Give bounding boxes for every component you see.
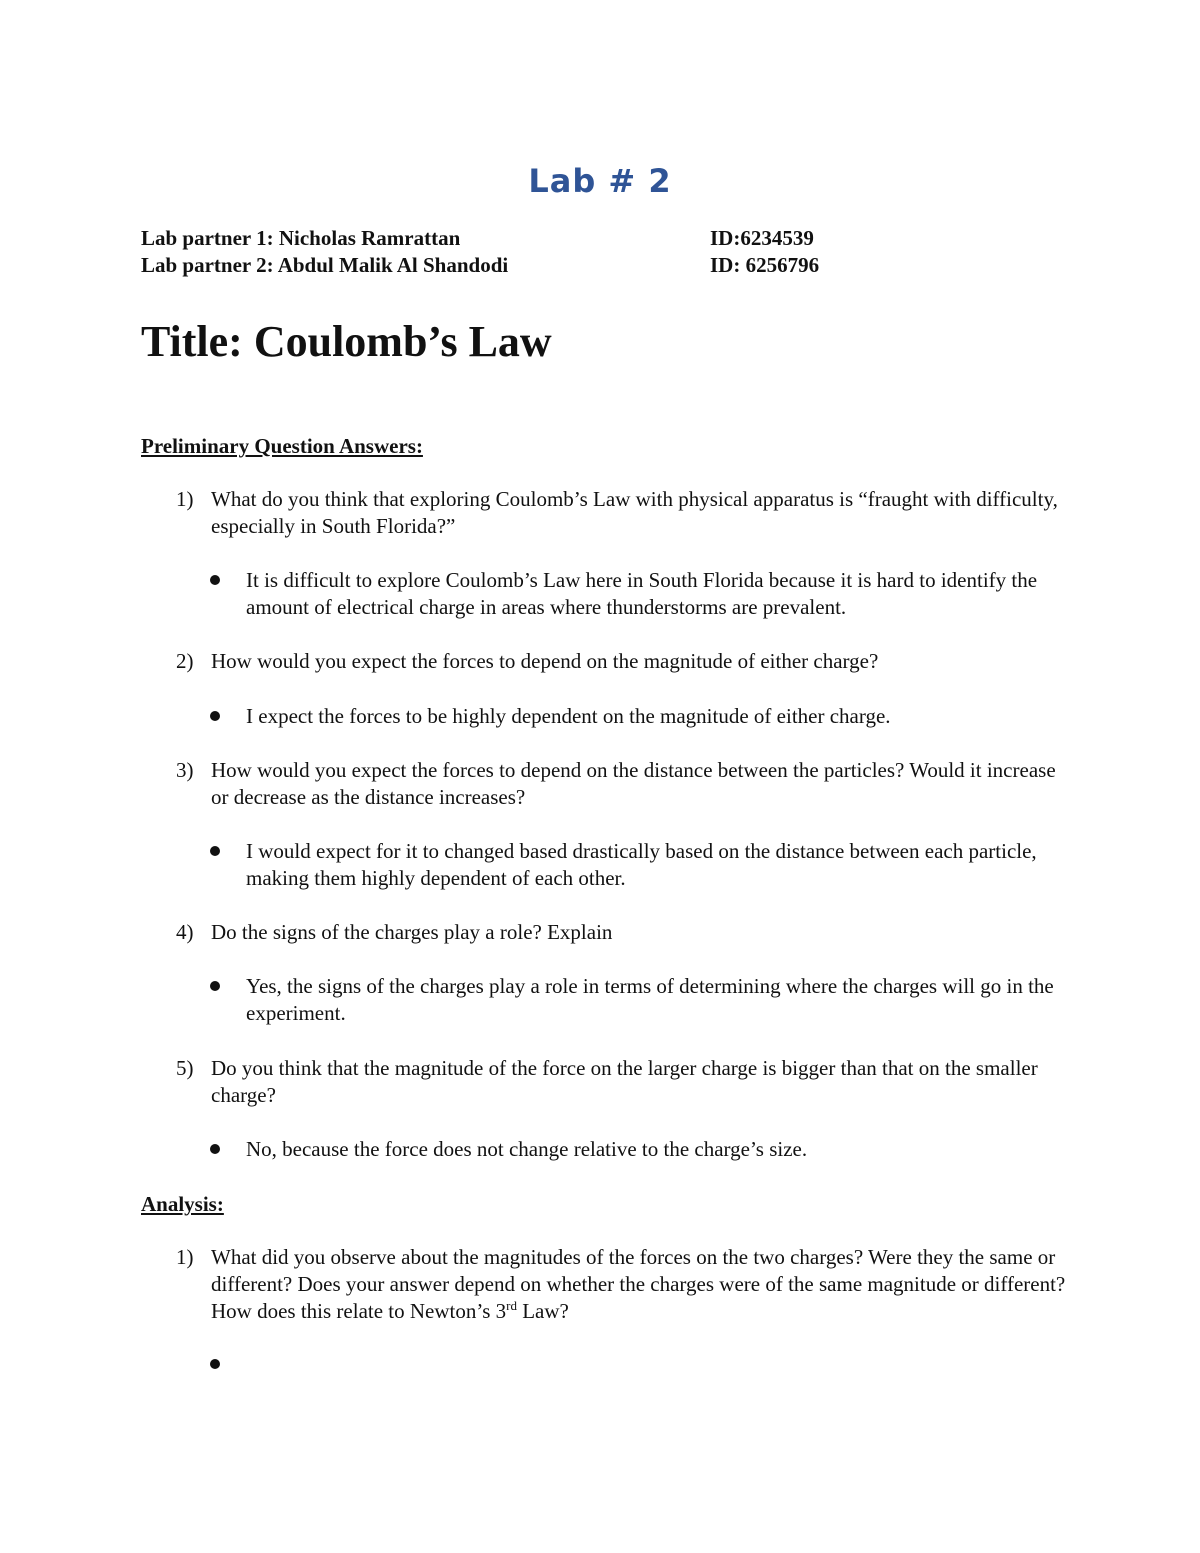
bullet-icon [210, 711, 220, 721]
bullet-icon [210, 1359, 220, 1369]
lab-partner-1-name: Lab partner 1: Nicholas Ramrattan [141, 226, 461, 250]
prelim-question-4-text: Do the signs of the charges play a role? Explain [211, 920, 613, 944]
bullet-icon [210, 981, 220, 991]
prelim-answer-3-text: I would expect for it to changed based drastically based on the distance between each particle, making them highly dependent of each other. [246, 839, 1037, 890]
analysis-question-1-part2: Law? [516, 1299, 569, 1323]
bullet-icon [210, 1144, 220, 1154]
prelim-question-5-number: 5) [176, 1056, 194, 1080]
prelim-question-3-text: How would you expect the forces to depend on the distance between the particles? Would it increase or decrease as the distance increases? [211, 758, 1056, 809]
analysis-question-1-text [211, 1244, 1071, 1325]
prelim-question-1-number: 1) [176, 487, 194, 511]
prelim-question-2-text: How would you expect the forces to depend on the magnitude of either charge? [211, 649, 879, 673]
prelim-question-4-number: 4) [176, 920, 194, 944]
lab-partner-2-name: Lab partner 2: Abdul Malik Al Shandodi [141, 253, 509, 277]
prelim-question-2-number: 2) [176, 649, 194, 673]
document-title: Title: Coulomb’s Law [141, 317, 552, 366]
analysis-question-1-part1: What did you observe about the magnitudes of the forces on the two charges? Were they the same or different? Does your answer depend on whether the charges were of the same magnitude or different? How does this relate to Newton’s 3 [211, 1245, 1066, 1323]
analysis-heading: Analysis: [141, 1192, 224, 1216]
prelim-answer-4-text: Yes, the signs of the charges play a role in terms of determining where the charges will go in the experiment. [246, 974, 1054, 1025]
preliminary-heading: Preliminary Question Answers: [141, 434, 423, 458]
prelim-answer-2-text: I expect the forces to be highly dependent on the magnitude of either charge. [246, 704, 891, 728]
lab-title: Lab # 2 [528, 162, 672, 200]
lab-partner-2-id: ID: 6256796 [710, 253, 820, 277]
bullet-icon [210, 575, 220, 585]
lab-partner-1-id: ID:6234539 [710, 226, 814, 250]
prelim-question-1-text: What do you think that exploring Coulomb’s Law with physical apparatus is “fraught with difficulty, especially in South Florida?” [211, 487, 1058, 538]
prelim-question-5-text: Do you think that the magnitude of the force on the larger charge is bigger than that on the smaller charge? [211, 1056, 1038, 1107]
analysis-question-1-number: 1) [176, 1245, 194, 1269]
analysis-question-1-superscript: rd [506, 1298, 517, 1313]
prelim-answer-5-text: No, because the force does not change relative to the charge’s size. [246, 1137, 808, 1161]
prelim-question-3-number: 3) [176, 758, 194, 782]
bullet-icon [210, 846, 220, 856]
prelim-answer-1-text: It is difficult to explore Coulomb’s Law here in South Florida because it is hard to identify the amount of electrical charge in areas where thunderstorms are prevalent. [246, 568, 1038, 619]
